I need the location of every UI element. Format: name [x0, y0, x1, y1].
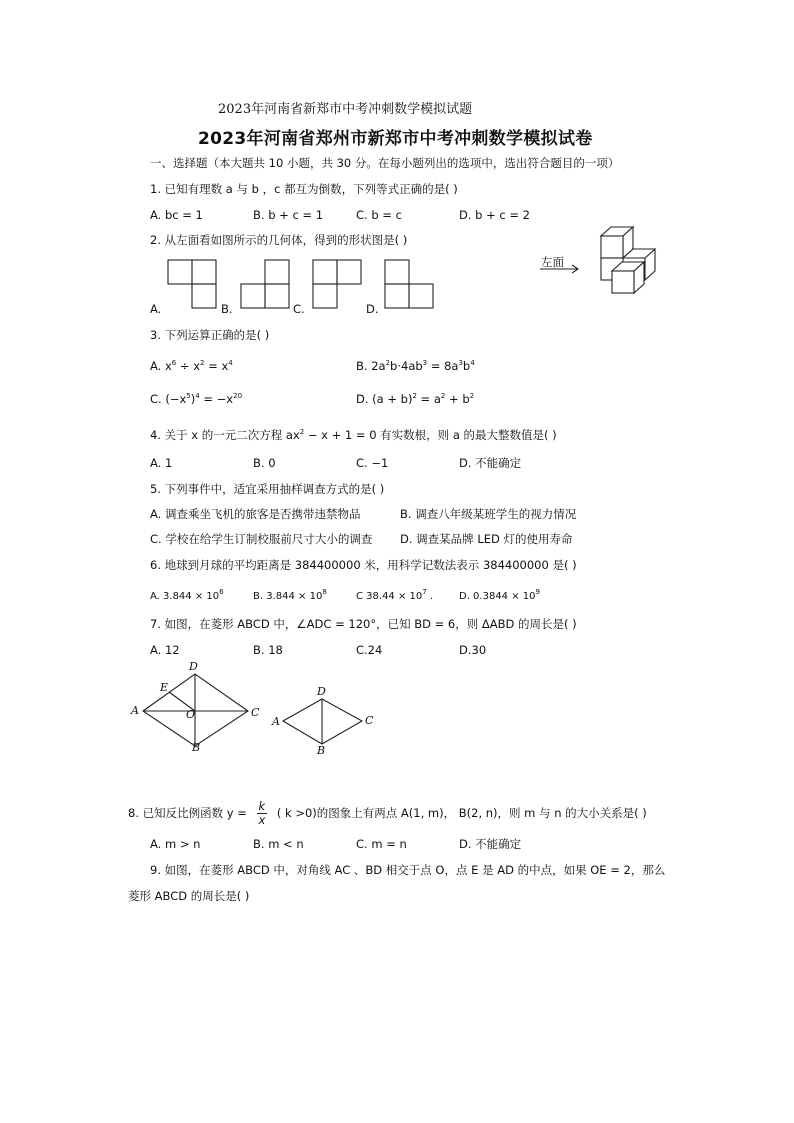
q7-option-d: D.30	[459, 643, 487, 657]
q6-option-d: D. $0.3844 \times 10^9$	[459, 588, 540, 602]
q7-option-a: A. 12	[150, 643, 180, 657]
fraction-k-over-x: $\frac{k}{x}$	[258, 799, 266, 827]
q3-option-c: C. $(-x^5)^4 = -x^{20}$	[150, 392, 243, 406]
fig2-label-a: A	[272, 715, 280, 728]
q1-option-d: D. b + c = 2	[459, 208, 530, 222]
q6-option-c: C $38.44 \times 10^7$ .	[356, 588, 434, 602]
q5-option-d: D. 调查某品牌 LED 灯的使用寿命	[400, 532, 573, 546]
rhombus-figure-2	[283, 699, 362, 744]
question-9-line-2: 菱形 ABCD 的周长是( )	[128, 889, 250, 903]
q3-option-d: D. $(a + b)^2 = a^2 + b^2$	[356, 392, 475, 406]
q6-option-b: B. $3.844 \times 10^8$	[253, 588, 327, 602]
fig1-label-o: O	[186, 708, 196, 721]
view-label: 左面	[541, 255, 564, 269]
q5-option-b: B. 调查八年级某班学生的视力情况	[400, 507, 577, 521]
q8-option-c: C. m = n	[356, 837, 407, 851]
rhombus-figure-1	[143, 674, 248, 746]
q4-option-d: D. 不能确定	[459, 456, 522, 470]
q6-option-a: A. $3.844 \times 10^6$	[150, 588, 224, 602]
q3-option-a: A. $x^6 \div x^2 = x^4$	[150, 359, 233, 373]
fig2-label-c: C	[365, 714, 374, 727]
q2-option-a: A.	[150, 302, 162, 316]
q5-option-c: C. 学校在给学生订制校服前尺寸大小的调查	[150, 532, 373, 546]
q2-option-c: C.	[293, 302, 305, 316]
question-7: 7. 如图，在菱形 ABCD 中，∠ADC = 120°，已知 BD = 6，则 ΔABD 的周长是( )	[150, 617, 577, 631]
section-heading: 一、选择题（本大题共 10 小题，共 30 分。在每小题列出的选项中，选出符合题目的一项）	[150, 156, 620, 170]
page-title: 2023年河南省郑州市新郑市中考冲刺数学模拟试卷	[198, 129, 593, 149]
q7-option-c: C.24	[356, 643, 383, 657]
fig1-label-b: B	[192, 741, 201, 754]
question-9-line-1: 9. 如图，在菱形 ABCD 中，对角线 AC 、BD 相交于点 O，点 E 是 AD 的中点，如果 OE = 2，那么	[150, 863, 666, 877]
question-6: 6. 地球到月球的平均距离是 384400000 米，用科学记数法表示 384400000 是( )	[150, 558, 577, 572]
q4-option-c: C. −1	[356, 456, 389, 470]
q8-option-b: B. m < n	[253, 837, 304, 851]
q4-option-b: B. 0	[253, 456, 276, 470]
q2-option-b: B.	[221, 302, 233, 316]
q3-option-b: B. $2a^2b\cdot 4ab^3 = 8a^3b^4$	[356, 359, 475, 373]
question-1: 1. 已知有理数 a 与 b ，c 都互为倒数，下列等式正确的是( )	[150, 182, 458, 196]
q1-option-c: C. b = c	[356, 208, 402, 222]
q7-option-b: B. 18	[253, 643, 283, 657]
q1-option-b: B. b + c = 1	[253, 208, 324, 222]
fig1-label-c: C	[251, 706, 260, 719]
fig1-label-e: E	[160, 681, 169, 694]
question-8: 8. 已知反比例函数 y = $\frac{k}{x}$ ( k >0)的图象上有两点 A(1, m)， B(2, n)，则 m 与 n 的大小关系是( )	[128, 799, 647, 827]
question-4: 4. 关于 x 的一元二次方程 $ax^2 - x + 1 = 0$ 有实数根，则 a 的最大整数值是( )	[150, 428, 557, 442]
q8-option-d: D. 不能确定	[459, 837, 522, 851]
question-3: 3. 下列运算正确的是( )	[150, 328, 270, 342]
q8-option-a: A. m > n	[150, 837, 201, 851]
question-5: 5. 下列事件中，适宜采用抽样调查方式的是( )	[150, 482, 385, 496]
fig1-label-a: A	[131, 704, 139, 717]
q4-option-a: A. 1	[150, 456, 173, 470]
question-2: 2. 从左面看如图所示的几何体，得到的形状图是( )	[150, 233, 408, 247]
fig2-label-b: B	[317, 744, 326, 757]
q2-option-d: D.	[366, 302, 379, 316]
fig1-label-d: D	[189, 660, 198, 673]
fig2-label-d: D	[317, 685, 326, 698]
q1-option-a: A. bc = 1	[150, 208, 203, 222]
header-title: 2023年河南省新郑市中考冲刺数学模拟试题	[218, 102, 473, 117]
q5-option-a: A. 调查乘坐飞机的旅客是否携带违禁物品	[150, 507, 361, 521]
